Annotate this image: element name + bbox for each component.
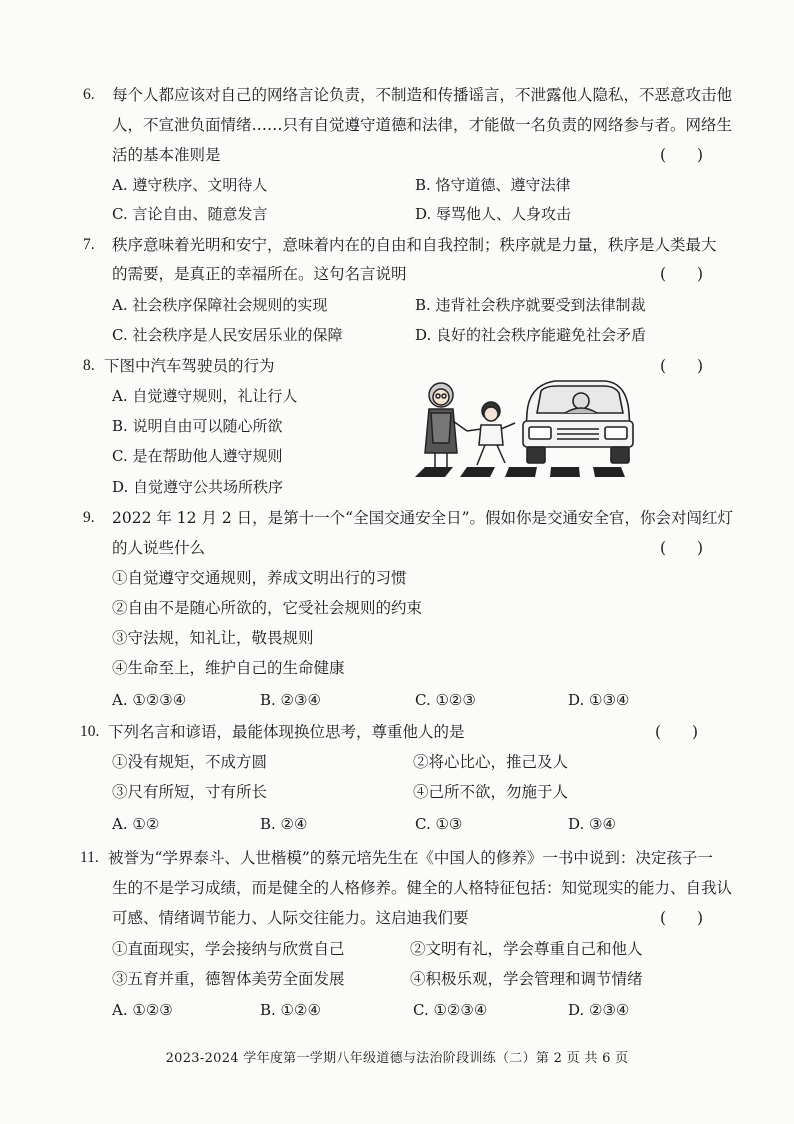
question-stem-line: 2022 年 12 月 2 日，是第十一个“全国交通安全日”。假如你是交通安全官，你会对闯红灯 (112, 509, 734, 527)
option-d: D. 自觉遵守公共场所秩序 (112, 478, 284, 496)
statement-1: ①没有规矩，不成方圆 (112, 753, 268, 771)
statement-3: ③尺有所短，寸有所长 (112, 783, 268, 801)
statement-4: ④积极乐观，学会管理和调节情绪 (410, 970, 643, 988)
option-a: A. 社会秩序保障社会规则的实现 (112, 296, 328, 314)
question-stem-line: 下列名言和谚语，最能体现换位思考，尊重他人的是 (108, 723, 465, 741)
option-c: C. 社会秩序是人民安居乐业的保障 (112, 326, 343, 344)
answer-blank: ( ) (660, 265, 704, 283)
option-b: B. 说明自由可以随心所欲 (112, 417, 283, 435)
child-figure (467, 402, 515, 465)
option-a: A. ①②③④ (112, 691, 187, 709)
question-number: 11. (80, 849, 99, 866)
question-number: 9. (83, 509, 95, 526)
option-b: B. 违背社会秩序就要受到法律制裁 (415, 296, 646, 314)
option-c: C. 言论自由、随意发言 (112, 205, 268, 223)
question-stem-line: 活的基本准则是 (112, 146, 221, 164)
option-b: B. ②④ (260, 815, 308, 833)
question-stem-line: 每个人都应该对自己的网络言论负责，不制造和传播谣言，不泄露他人隐私，不恶意攻击他 (112, 86, 733, 104)
option-c: C. ①②③ (415, 691, 476, 709)
answer-blank: ( ) (655, 723, 699, 741)
option-a: A. ①② (112, 815, 160, 833)
question-number: 8. (83, 357, 95, 374)
page-footer: 2023-2024 学年度第一学期八年级道德与法治阶段训练（二）第 2 页 共 6 页 (165, 1051, 629, 1066)
statement-1: ①自觉遵守交通规则，养成文明出行的习惯 (112, 569, 407, 587)
question-number: 10. (80, 723, 100, 740)
question-stem-line: 生的不是学习成绩，而是健全的人格修养。健全的人格特征包括：知觉现实的能力、自我认 (112, 879, 733, 897)
question-stem-line: 可感、情绪调节能力、人际交往能力。这启迪我们要 (112, 909, 469, 927)
option-a: A. ①②③ (112, 1001, 173, 1019)
statement-2: ②自由不是随心所欲的，它受社会规则的约束 (112, 599, 423, 617)
crosswalk-illustration (405, 373, 635, 485)
answer-blank: ( ) (660, 909, 704, 927)
option-a: A. 遵守秩序、文明待人 (112, 176, 268, 194)
option-d: D. 辱骂他人、人身攻击 (415, 205, 572, 223)
option-d: D. ②③④ (568, 1001, 630, 1019)
statement-2: ②文明有礼，学会尊重自己和他人 (410, 940, 643, 958)
statement-4: ④生命至上，维护自己的生命健康 (112, 659, 345, 677)
question-stem-line: 的人说些什么 (112, 539, 206, 557)
question-stem-line: 人，不宣泄负面情绪……只有自觉遵守道德和法律，才能做一名负责的网络参与者。网络生 (112, 116, 733, 134)
answer-blank: ( ) (660, 357, 704, 375)
statement-2: ②将心比心，推己及人 (413, 753, 569, 771)
option-c: C. ①③ (415, 815, 463, 833)
question-number: 6. (83, 86, 95, 103)
option-b: B. ②③④ (260, 691, 321, 709)
answer-blank: ( ) (660, 146, 704, 164)
option-d: D. ①③④ (568, 691, 630, 709)
question-stem-line: 下图中汽车驾驶员的行为 (104, 357, 275, 375)
option-b: B. ①②④ (260, 1001, 321, 1019)
option-d: D. 良好的社会秩序能避免社会矛盾 (415, 326, 647, 344)
option-b: B. 恪守道德、遵守法律 (415, 176, 571, 194)
question-stem-line: 的需要，是真正的幸福所在。这句名言说明 (112, 265, 407, 283)
statement-3: ③守法规，知礼让，敬畏规则 (112, 629, 314, 647)
question-stem-line: 被誉为“学界泰斗、人世楷模”的蔡元培先生在《中国人的修养》一书中说到：决定孩子一 (108, 849, 713, 867)
question-stem-line: 秩序意味着光明和安宁，意味着内在的自由和自我控制；秩序就是力量，秩序是人类最大 (112, 236, 717, 254)
statement-3: ③五育并重，德智体美劳全面发展 (112, 970, 345, 988)
answer-blank: ( ) (660, 539, 704, 557)
option-d: D. ③④ (568, 815, 616, 833)
option-c: C. ①②③④ (413, 1001, 488, 1019)
question-number: 7. (83, 236, 95, 253)
statement-4: ④己所不欲，勿施于人 (413, 783, 569, 801)
option-c: C. 是在帮助他人遵守规则 (112, 447, 283, 465)
option-a: A. 自觉遵守规则，礼让行人 (112, 387, 298, 405)
elderly-woman-figure (425, 383, 467, 469)
car-icon (523, 381, 633, 463)
statement-1: ①直面现实，学会接纳与欣赏自己 (112, 940, 345, 958)
